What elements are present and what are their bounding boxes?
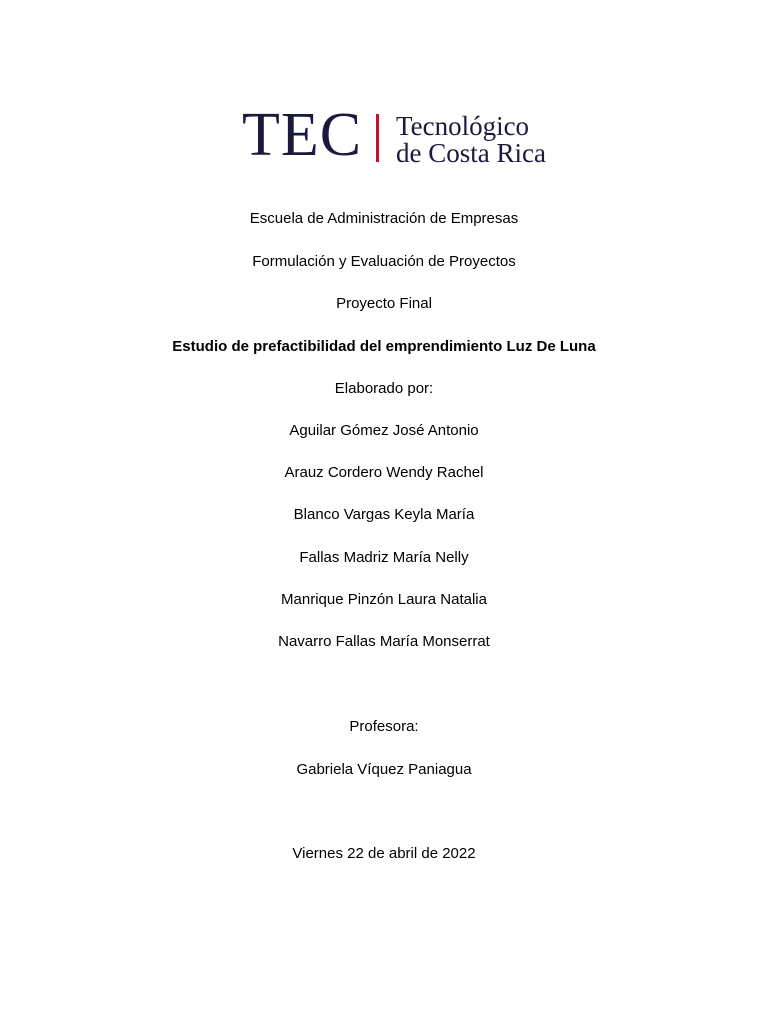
institution-logo bbox=[242, 101, 546, 170]
logo-divider-bar bbox=[376, 114, 379, 162]
authors-label: Elaborado por: bbox=[334, 380, 434, 397]
document-title: Estudio de prefactibilidad del emprendimiento Luz De Luna bbox=[172, 338, 596, 355]
course-name: Formulación y Evaluación de Proyectos bbox=[252, 253, 516, 270]
author-name: Navarro Fallas María Monserrat bbox=[278, 633, 490, 650]
author-name: Fallas Madriz María Nelly bbox=[299, 549, 469, 566]
logo-acronym: TEC bbox=[242, 101, 363, 169]
professor-name: Gabriela Víquez Paniagua bbox=[296, 761, 472, 778]
submission-date: Viernes 22 de abril de 2022 bbox=[292, 845, 476, 862]
author-name: Manrique Pinzón Laura Natalia bbox=[281, 591, 487, 608]
professor-label: Profesora: bbox=[349, 718, 419, 735]
author-name: Aguilar Gómez José Antonio bbox=[289, 422, 479, 439]
author-name: Arauz Cordero Wendy Rachel bbox=[284, 464, 484, 481]
assignment-type: Proyecto Final bbox=[336, 295, 432, 312]
author-name: Blanco Vargas Keyla María bbox=[293, 506, 475, 523]
school-name: Escuela de Administración de Empresas bbox=[249, 210, 519, 227]
logo-name-line2: de Costa Rica bbox=[396, 138, 546, 168]
logo-name-line1: Tecnológico bbox=[396, 111, 530, 141]
